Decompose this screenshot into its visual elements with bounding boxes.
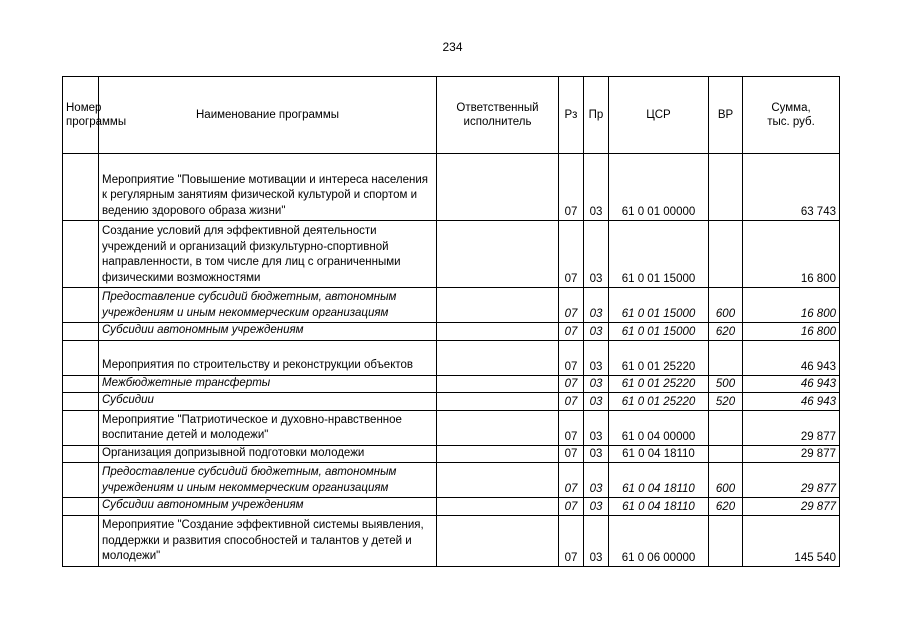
sum-cell: 145 540 (743, 515, 840, 566)
csr-cell: 61 0 04 18110 (609, 498, 709, 516)
pr-cell: 03 (584, 221, 609, 288)
vr-cell: 500 (709, 375, 743, 393)
rz-cell: 07 (559, 393, 584, 411)
program-number-cell (63, 393, 99, 411)
sum-cell: 63 743 (743, 154, 840, 221)
table-row (63, 515, 840, 566)
csr-cell: 61 0 04 18110 (609, 445, 709, 463)
table-row (63, 375, 840, 393)
responsible-cell (437, 498, 559, 516)
responsible-cell (437, 410, 559, 445)
program-number-cell (63, 323, 99, 341)
sum-cell: 29 877 (743, 498, 840, 516)
sum-cell: 29 877 (743, 445, 840, 463)
csr-cell: 61 0 01 25220 (609, 340, 709, 375)
rz-cell: 07 (559, 323, 584, 341)
vr-cell (709, 221, 743, 288)
table-row (63, 498, 840, 516)
responsible-cell (437, 323, 559, 341)
vr-cell (709, 445, 743, 463)
header-rz: Рз (559, 77, 584, 154)
program-number-cell (63, 340, 99, 375)
program-name-cell: Организация допризывной подготовки молодежи (99, 445, 437, 463)
pr-cell: 03 (584, 515, 609, 566)
pr-cell: 03 (584, 393, 609, 411)
vr-cell (709, 410, 743, 445)
program-number-cell (63, 498, 99, 516)
pr-cell: 03 (584, 288, 609, 323)
program-name-cell: Предоставление субсидий бюджетным, автономным учреждениям и иным некоммерческим организациям (99, 288, 437, 323)
program-number-cell (63, 463, 99, 498)
budget-table (62, 76, 840, 567)
pr-cell: 03 (584, 375, 609, 393)
table-row (63, 154, 840, 221)
program-number-cell (63, 154, 99, 221)
csr-cell: 61 0 01 15000 (609, 288, 709, 323)
rz-cell: 07 (559, 288, 584, 323)
program-name-cell: Создание условий для эффективной деятельности учреждений и организаций физкультурно-спортивной направленности, в том числе для лиц с ограниченными физическими возможностями (99, 221, 437, 288)
rz-cell: 07 (559, 410, 584, 445)
program-name-cell: Предоставление субсидий бюджетным, автономным учреждениям и иным некоммерческим организациям (99, 463, 437, 498)
program-number-cell (63, 445, 99, 463)
pr-cell: 03 (584, 498, 609, 516)
header-csr: ЦСР (609, 77, 709, 154)
pr-cell: 03 (584, 323, 609, 341)
sum-cell: 46 943 (743, 393, 840, 411)
csr-cell: 61 0 01 25220 (609, 375, 709, 393)
page-number: 234 (442, 40, 463, 54)
table-row (63, 393, 840, 411)
table-row (63, 288, 840, 323)
pr-cell: 03 (584, 340, 609, 375)
vr-cell (709, 340, 743, 375)
pr-cell: 03 (584, 463, 609, 498)
rz-cell: 07 (559, 154, 584, 221)
program-name-cell: Мероприятие "Патриотическое и духовно-нравственное воспитание детей и молодежи" (99, 410, 437, 445)
table-row (63, 445, 840, 463)
program-name-cell: Мероприятие "Создание эффективной системы выявления, поддержки и развития способностей и талантов у детей и молодежи" (99, 515, 437, 566)
header-pr: Пр (584, 77, 609, 154)
responsible-cell (437, 393, 559, 411)
vr-cell: 620 (709, 498, 743, 516)
sum-cell: 16 800 (743, 323, 840, 341)
table-row (63, 410, 840, 445)
program-name-cell: Субсидии автономным учреждениям (99, 323, 437, 341)
program-name-cell: Субсидии автономным учреждениям (99, 498, 437, 516)
program-number-cell (63, 221, 99, 288)
program-name-cell: Мероприятия по строительству и реконструкции объектов (99, 340, 437, 375)
csr-cell: 61 0 01 15000 (609, 323, 709, 341)
pr-cell: 03 (584, 410, 609, 445)
program-name-cell: Мероприятие "Повышение мотивации и интереса населения к регулярным занятиям физической культурой и спортом и ведению здорового образа жизни" (99, 154, 437, 221)
program-name-cell: Субсидии (99, 393, 437, 411)
csr-cell: 61 0 04 00000 (609, 410, 709, 445)
responsible-cell (437, 154, 559, 221)
vr-cell: 620 (709, 323, 743, 341)
program-number-cell (63, 410, 99, 445)
program-number-cell (63, 515, 99, 566)
rz-cell: 07 (559, 515, 584, 566)
vr-cell: 600 (709, 288, 743, 323)
sum-cell: 46 943 (743, 375, 840, 393)
program-number-cell (63, 288, 99, 323)
header-program-number: Номер программы (63, 77, 99, 154)
table-row (63, 463, 840, 498)
responsible-cell (437, 463, 559, 498)
responsible-cell (437, 515, 559, 566)
program-name-cell: Межбюджетные трансферты (99, 375, 437, 393)
header-row (63, 77, 840, 154)
vr-cell: 520 (709, 393, 743, 411)
vr-cell (709, 515, 743, 566)
responsible-cell (437, 340, 559, 375)
table-row (63, 221, 840, 288)
rz-cell: 07 (559, 340, 584, 375)
csr-cell: 61 0 01 00000 (609, 154, 709, 221)
sum-cell: 46 943 (743, 340, 840, 375)
csr-cell: 61 0 01 25220 (609, 393, 709, 411)
responsible-cell (437, 445, 559, 463)
sum-cell: 16 800 (743, 221, 840, 288)
rz-cell: 07 (559, 463, 584, 498)
vr-cell (709, 154, 743, 221)
rz-cell: 07 (559, 498, 584, 516)
vr-cell: 600 (709, 463, 743, 498)
sum-cell: 16 800 (743, 288, 840, 323)
sum-cell: 29 877 (743, 410, 840, 445)
rz-cell: 07 (559, 221, 584, 288)
header-sum: Сумма, тыс. руб. (743, 77, 840, 154)
header-responsible: Ответственный исполнитель (437, 77, 559, 154)
responsible-cell (437, 221, 559, 288)
csr-cell: 61 0 06 00000 (609, 515, 709, 566)
table-row (63, 323, 840, 341)
responsible-cell (437, 288, 559, 323)
csr-cell: 61 0 04 18110 (609, 463, 709, 498)
pr-cell: 03 (584, 445, 609, 463)
responsible-cell (437, 375, 559, 393)
csr-cell: 61 0 01 15000 (609, 221, 709, 288)
pr-cell: 03 (584, 154, 609, 221)
header-program-name: Наименование программы (99, 77, 437, 154)
sum-cell: 29 877 (743, 463, 840, 498)
rz-cell: 07 (559, 375, 584, 393)
header-vr: ВР (709, 77, 743, 154)
rz-cell: 07 (559, 445, 584, 463)
table-row (63, 340, 840, 375)
program-number-cell (63, 375, 99, 393)
